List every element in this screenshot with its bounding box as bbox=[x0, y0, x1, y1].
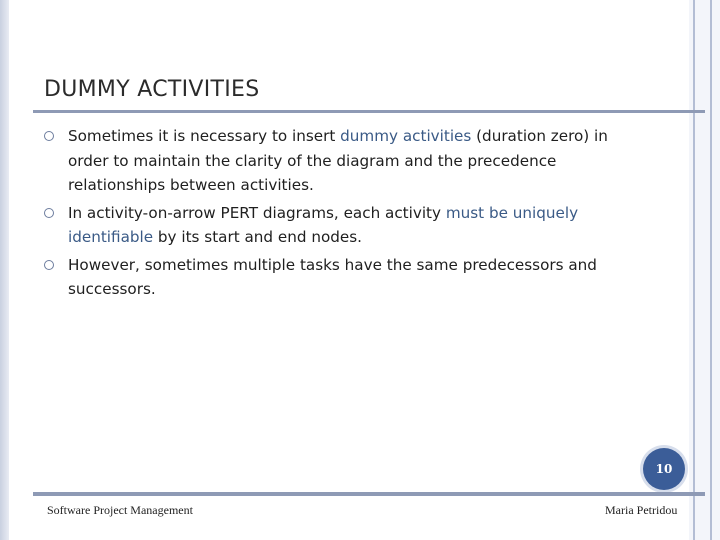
slide-title: DUMMY ACTIVITIES bbox=[44, 77, 260, 102]
page-number-badge bbox=[643, 448, 685, 490]
title-divider bbox=[33, 110, 705, 113]
footer-author: Maria Petridou bbox=[605, 503, 678, 517]
right-border-line bbox=[710, 0, 712, 540]
slide-left-border bbox=[0, 0, 9, 540]
bullet-list bbox=[44, 124, 644, 305]
slide-right-border bbox=[689, 0, 720, 540]
page-number: 10 bbox=[655, 462, 673, 476]
footer-course-title: Software Project Management bbox=[47, 503, 193, 517]
bullet-text: Sometimes it is necessary to insert bbox=[68, 127, 341, 145]
bullet-text: In activity-on-arrow PERT diagrams, each activity bbox=[68, 203, 446, 222]
footer-divider bbox=[33, 492, 705, 496]
bullet-item bbox=[44, 201, 644, 250]
bullet-highlight: must be uniquely identifiable bbox=[68, 203, 579, 246]
bullet-item bbox=[44, 253, 644, 302]
right-border-line bbox=[693, 0, 695, 540]
bullet-item bbox=[44, 124, 644, 198]
bullet-circle-icon bbox=[44, 208, 54, 218]
bullet-circle-icon bbox=[44, 260, 54, 270]
bullet-highlight: dummy activities bbox=[340, 127, 472, 145]
bullet-circle-icon bbox=[44, 131, 54, 141]
bullet-text: However, sometimes multiple tasks have the same predecessors and successors. bbox=[68, 255, 597, 298]
bullet-text: (duration zero) in order to maintain the clarity of the diagram and the precedence relationships between activities. bbox=[68, 127, 608, 194]
bullet-text: by its start and end nodes. bbox=[153, 228, 362, 246]
